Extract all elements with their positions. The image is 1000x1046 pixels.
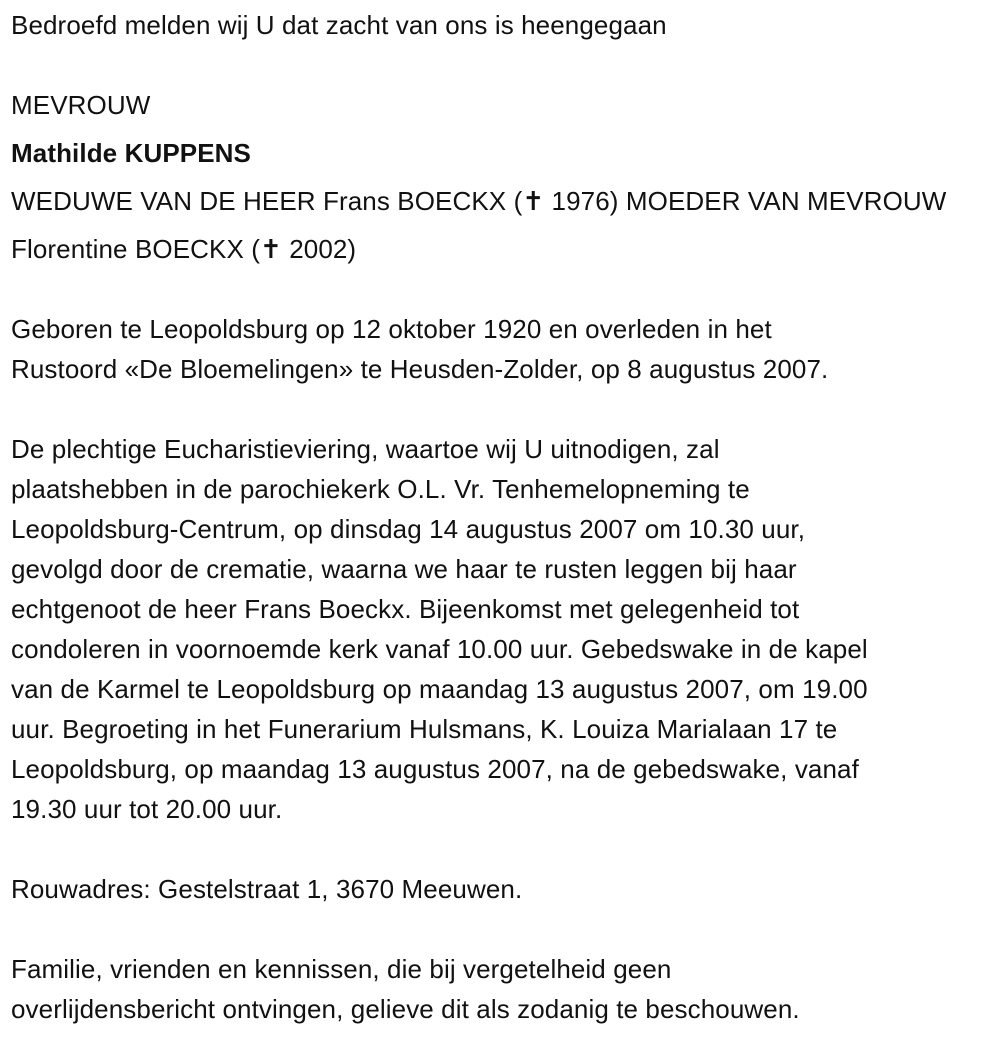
ceremony-line: De plechtige Eucharistieviering, waartoe wij U uitnodigen, zal bbox=[11, 434, 720, 464]
birth-death-line: Rustoord «De Bloemelingen» te Heusden-Zolder, op 8 augustus 2007. bbox=[11, 354, 829, 384]
ceremony-line: plaatshebben in de parochiekerk O.L. Vr. Tenhemelopneming te bbox=[11, 474, 750, 504]
mourning-address: Rouwadres: Gestelstraat 1, 3670 Meeuwen. bbox=[11, 874, 523, 904]
intro-text: Bedroefd melden wij U dat zacht van ons is heengegaan bbox=[11, 10, 667, 40]
ceremony-line: echtgenoot de heer Frans Boeckx. Bijeenkomst met gelegenheid tot bbox=[11, 594, 800, 624]
birth-death-line: Geboren te Leopoldsburg op 12 oktober 1920 en overleden in het bbox=[11, 314, 772, 344]
deceased-name: Mathilde KUPPENS bbox=[11, 138, 251, 168]
closing-line: overlijdensbericht ontvingen, gelieve dit als zodanig te beschouwen. bbox=[11, 994, 800, 1024]
ceremony-line: uur. Begroeting in het Funerarium Hulsmans, K. Louiza Marialaan 17 te bbox=[11, 714, 838, 744]
closing-line: Familie, vrienden en kennissen, die bij vergetelheid geen bbox=[11, 954, 672, 984]
relations-line: WEDUWE VAN DE HEER Frans BOECKX (✝ 1976) MOEDER VAN MEVROUW bbox=[11, 186, 947, 216]
ceremony-line: van de Karmel te Leopoldsburg op maandag 13 augustus 2007, om 19.00 bbox=[11, 674, 868, 704]
ceremony-line: Leopoldsburg, op maandag 13 augustus 2007, na de gebedswake, vanaf bbox=[11, 754, 859, 784]
ceremony-line: 19.30 uur tot 20.00 uur. bbox=[11, 794, 283, 824]
ceremony-line: Leopoldsburg-Centrum, op dinsdag 14 augustus 2007 om 10.30 uur, bbox=[11, 514, 806, 544]
relations-line: Florentine BOECKX (✝ 2002) bbox=[11, 234, 357, 264]
ceremony-line: gevolgd door de crematie, waarna we haar te rusten leggen bij haar bbox=[11, 554, 797, 584]
honorific: MEVROUW bbox=[11, 90, 151, 120]
ceremony-line: condoleren in voornoemde kerk vanaf 10.00 uur. Gebedswake in de kapel bbox=[11, 634, 868, 664]
